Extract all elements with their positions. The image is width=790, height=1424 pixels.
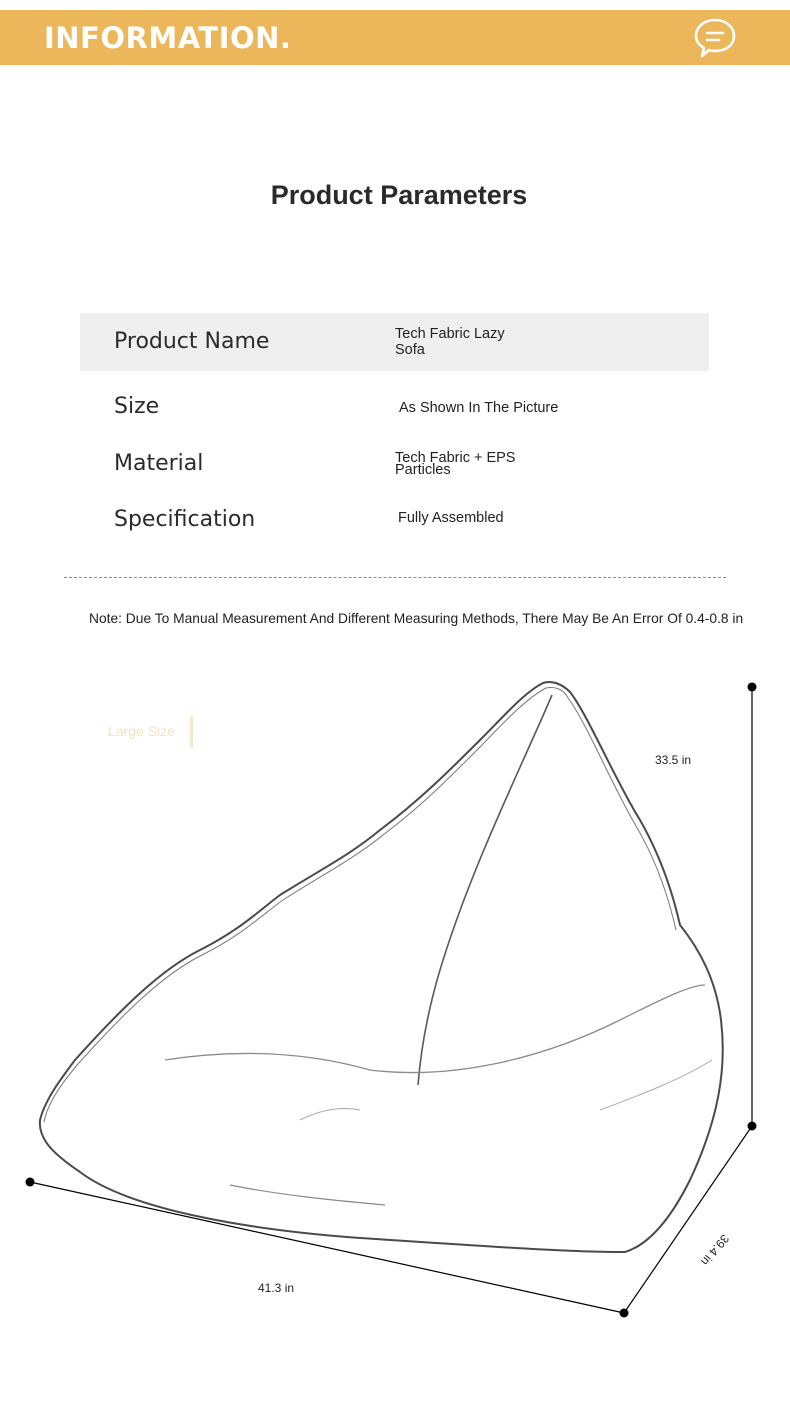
param-row-size <box>80 378 709 436</box>
param-row-product-name <box>80 313 709 371</box>
information-banner <box>0 10 790 65</box>
width-dimension-label: 41.3 in <box>258 1281 295 1295</box>
param-value-line: Tech Fabric + EPS <box>395 450 516 466</box>
param-row-material <box>80 435 709 493</box>
param-value-line: Sofa <box>395 342 425 358</box>
height-dimension-label: 33.5 in <box>655 753 692 767</box>
param-value-line: Fully Assembled <box>398 510 504 526</box>
param-label: Specification <box>114 507 256 532</box>
param-label: Size <box>114 394 160 419</box>
chat-bubble-icon <box>693 16 737 60</box>
bean-bag-illustration <box>0 640 790 1340</box>
size-tag-label: Large Size <box>108 723 175 739</box>
sofa-outline <box>40 682 723 1252</box>
param-value-line: Tech Fabric Lazy <box>395 326 505 342</box>
param-value-line: Particles <box>395 462 451 478</box>
section-title: Product Parameters <box>270 180 528 210</box>
param-value-line: As Shown In The Picture <box>399 400 559 416</box>
param-row-specification <box>80 491 709 549</box>
depth-dimension-label: 39.4 in <box>698 1231 732 1269</box>
measurement-note: Note: Due To Manual Measurement And Different Measuring Methods, There May Be An Error Of 0.4-0.8 in <box>89 611 744 626</box>
dashed-divider <box>64 577 726 578</box>
param-label: Material <box>114 451 204 476</box>
banner-title: INFORMATION. <box>44 21 292 55</box>
param-label: Product Name <box>114 329 270 354</box>
